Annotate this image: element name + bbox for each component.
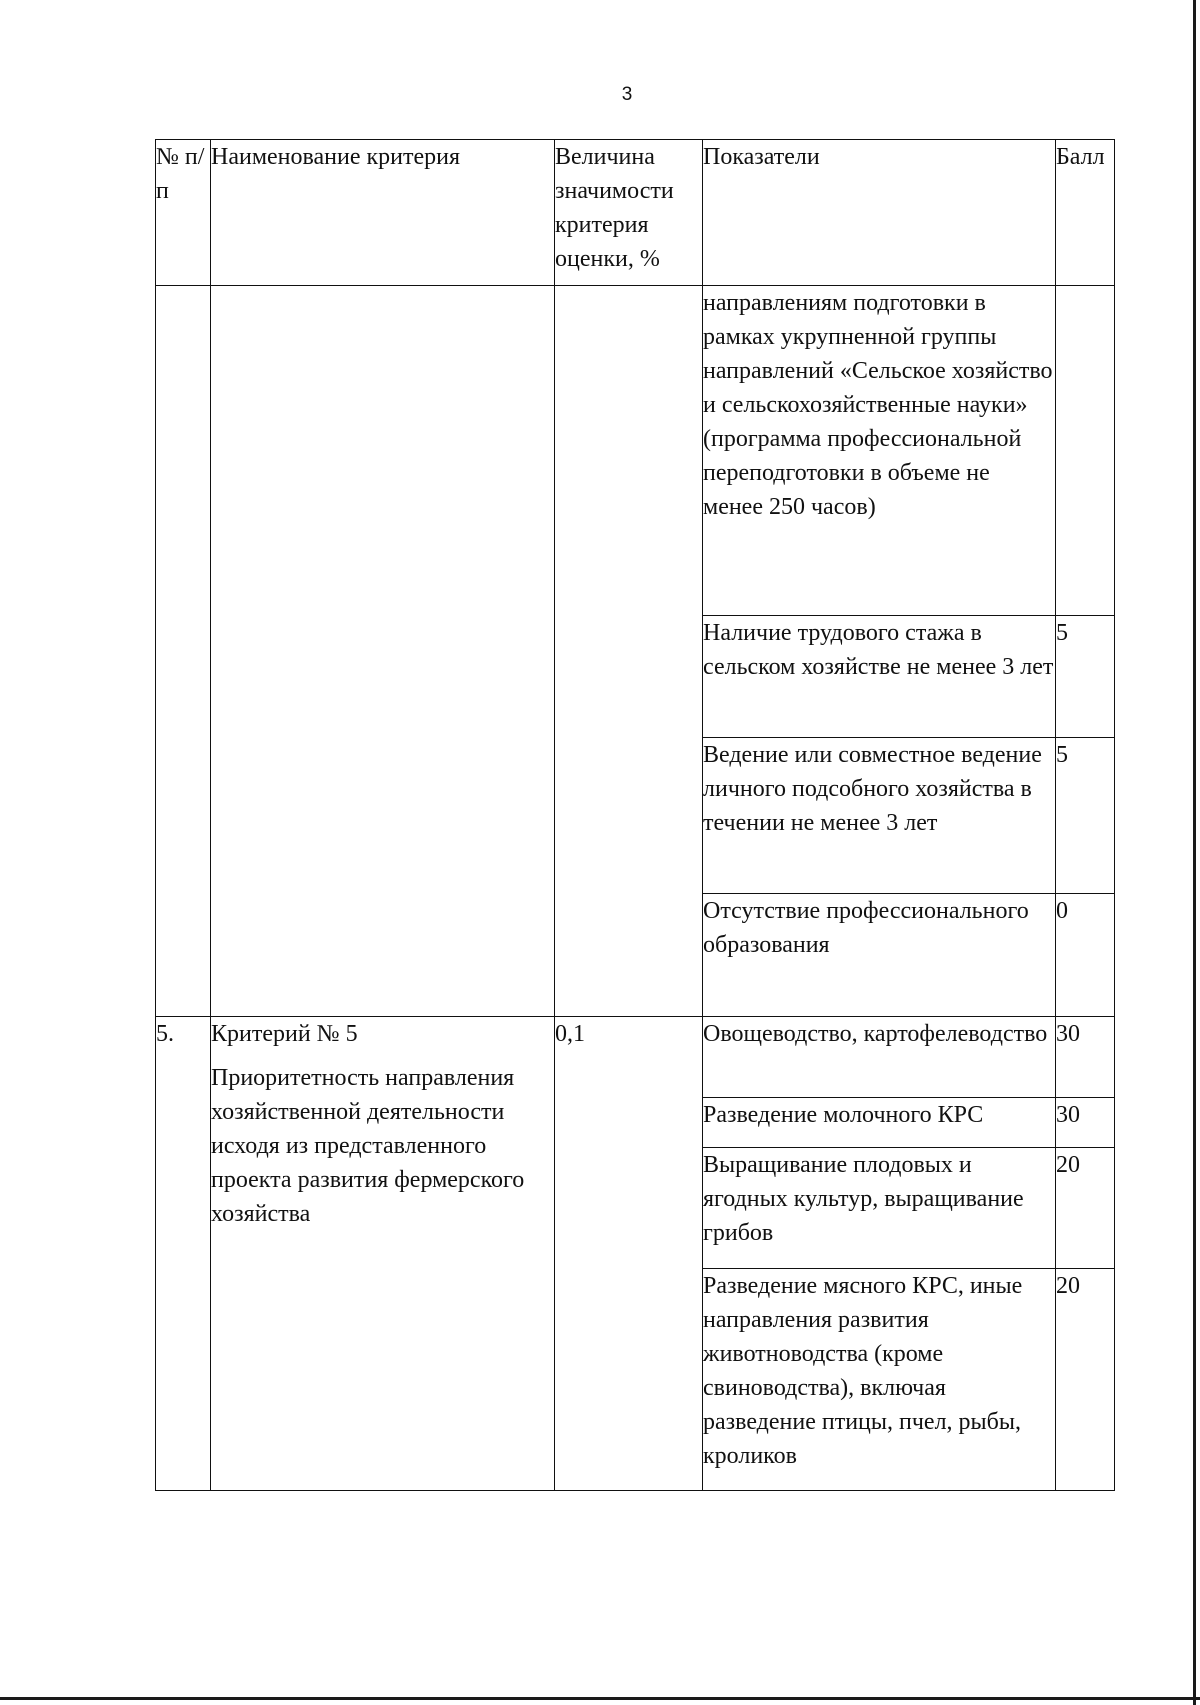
cell-score: 5 <box>1056 738 1115 894</box>
cell-weight: 0,1 <box>555 1017 703 1491</box>
cell-indicator: направлениям подготовки в рамках укрупненной группы направлений «Сельское хозяйство и сельскохозяйственные науки» (программа профессиональной переподготовки в объеме не менее 250 часов) <box>703 286 1056 616</box>
header-indicators: Показатели <box>703 140 1056 286</box>
paragraph-gap <box>211 1051 554 1061</box>
table-row <box>156 1017 1115 1098</box>
cell-indicator: Отсутствие профессионального образования <box>703 894 1056 1017</box>
cell-score: 20 <box>1056 1148 1115 1269</box>
cell-score: 5 <box>1056 616 1115 738</box>
cell-indicator: Наличие трудового стажа в сельском хозяйстве не менее 3 лет <box>703 616 1056 738</box>
header-name: Наименование критерия <box>211 140 555 286</box>
cell-score: 30 <box>1056 1017 1115 1098</box>
cell-num: 5. <box>156 1017 211 1491</box>
cell-weight-empty <box>555 286 703 1017</box>
cell-indicator: Разведение молочного КРС <box>703 1098 1056 1148</box>
page-edge-bottom <box>0 1697 1200 1700</box>
cell-indicator: Овощеводство, картофелеводство <box>703 1017 1056 1098</box>
cell-indicator: Ведение или совместное ведение личного подсобного хозяйства в течении не менее 3 лет <box>703 738 1056 894</box>
cell-score: 30 <box>1056 1098 1115 1148</box>
cell-name-empty <box>211 286 555 1017</box>
criterion-title: Критерий № 5 <box>211 1021 358 1047</box>
cell-score <box>1056 286 1115 616</box>
page-edge-right <box>1193 0 1196 1705</box>
criterion-description: Приоритетность направления хозяйственной деятельности исходя из представленного проекта развития фермерского хозяйства <box>211 1065 525 1227</box>
header-score: Балл <box>1056 140 1115 286</box>
cell-score: 20 <box>1056 1269 1115 1491</box>
cell-indicator: Выращивание плодовых и ягодных культур, выращивание грибов <box>703 1148 1056 1269</box>
page-number: 3 <box>621 84 633 105</box>
table-row <box>156 286 1115 616</box>
cell-criterion-name <box>211 1017 555 1491</box>
table-header-row <box>156 140 1115 286</box>
cell-score: 0 <box>1056 894 1115 1017</box>
cell-num-empty <box>156 286 211 1017</box>
criteria-table <box>155 139 1115 1491</box>
header-num: № п/п <box>156 140 211 286</box>
cell-indicator: Разведение мясного КРС, иные направления развития животноводства (кроме свиноводства), включая разведение птицы, пчел, рыбы, кроликов <box>703 1269 1056 1491</box>
header-weight: Величина значимости критерия оценки, % <box>555 140 703 286</box>
